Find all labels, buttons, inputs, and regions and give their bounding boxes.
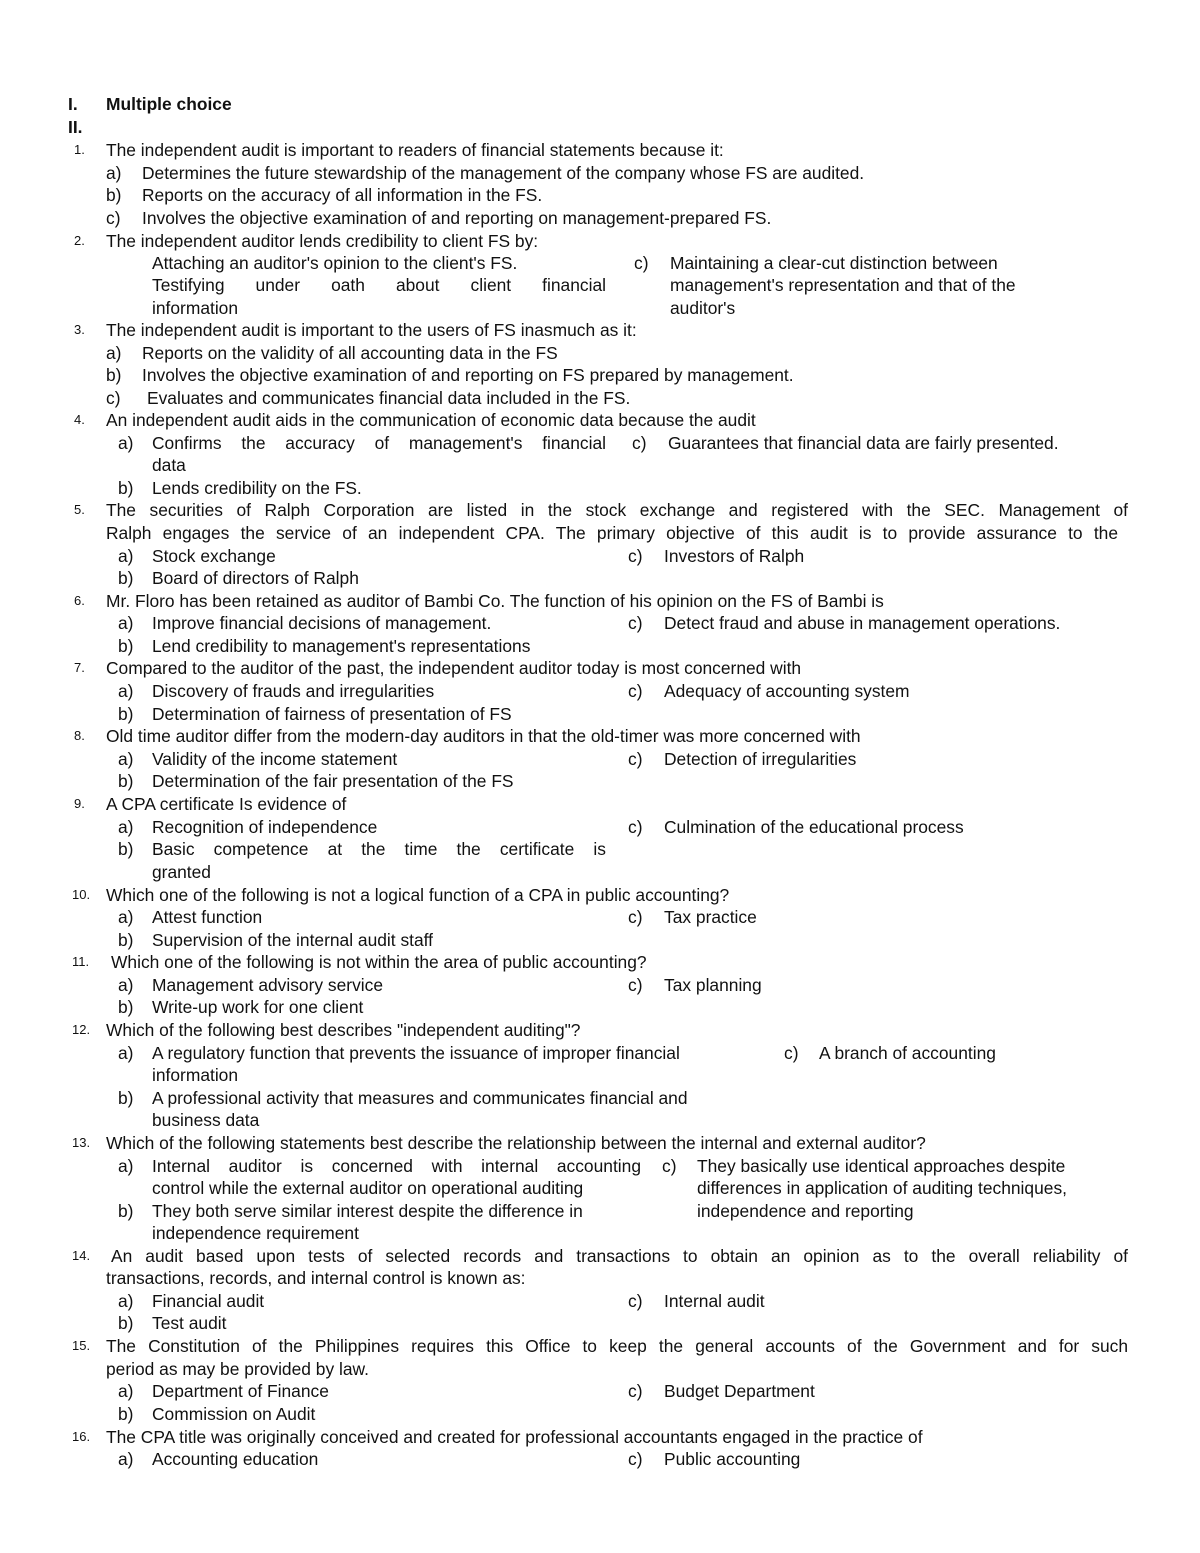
- option-label: b): [118, 930, 134, 950]
- option-label: c): [628, 613, 643, 633]
- question-number: 9.: [74, 796, 85, 811]
- option-text: Involves the objective examination of and reporting on FS prepared by management.: [142, 365, 794, 385]
- option-text: Tax planning: [664, 975, 762, 995]
- question-number: 2.: [74, 233, 85, 248]
- option-text: Validity of the income statement: [152, 749, 398, 769]
- question-number: 5.: [74, 502, 85, 517]
- question-number: 1.: [74, 142, 85, 157]
- option-text: Commission on Audit: [152, 1404, 316, 1424]
- option-text: Department of Finance: [152, 1381, 329, 1401]
- option-text: auditor's: [670, 298, 736, 318]
- question-number: 4.: [74, 412, 85, 427]
- option-text: A branch of accounting: [819, 1043, 996, 1063]
- option-label: c): [634, 253, 649, 273]
- option-label: b): [118, 1404, 134, 1424]
- option-label: c): [628, 546, 643, 566]
- question-number: 6.: [74, 593, 85, 608]
- question-text: An audit based upon tests of selected records and transactions to obtain an opinion as to the overall reliability of: [111, 1246, 1128, 1266]
- option-label: c): [628, 1449, 643, 1469]
- option-text: Determination of the fair presentation of the FS: [152, 771, 514, 791]
- question-text: Which one of the following is not a logical function of a CPA in public accounting?: [106, 885, 730, 905]
- question-number: 15.: [72, 1338, 91, 1353]
- question-text: Which of the following statements best describe the relationship between the internal and external auditor?: [106, 1133, 926, 1153]
- question-text: The independent auditor lends credibility to client FS by:: [106, 231, 539, 251]
- option-text: Accounting education: [152, 1449, 319, 1469]
- question-text: The CPA title was originally conceived and created for professional accountants engaged in the practice of: [106, 1427, 923, 1447]
- option-text: Public accounting: [664, 1449, 801, 1469]
- option-label: c): [628, 907, 643, 927]
- option-label: c): [106, 208, 121, 228]
- option-text: Testifying under oath about client financial: [152, 275, 606, 295]
- question-number: 3.: [74, 322, 85, 337]
- question-number: 14.: [72, 1248, 91, 1263]
- option-text: Budget Department: [664, 1381, 815, 1401]
- option-label: a): [106, 163, 122, 183]
- option-text: independence and reporting: [697, 1201, 914, 1221]
- option-text: Investors of Ralph: [664, 546, 805, 566]
- option-text: Confirms the accuracy of management's financial: [152, 433, 606, 453]
- question-number: 13.: [72, 1135, 91, 1150]
- option-text: A regulatory function that prevents the issuance of improper financial: [152, 1043, 680, 1063]
- option-label: c): [628, 681, 643, 701]
- question-text: The securities of Ralph Corporation are listed in the stock exchange and registered with the SEC. Management of: [106, 500, 1128, 520]
- option-label: b): [118, 636, 134, 656]
- option-text: Board of directors of Ralph: [152, 568, 359, 588]
- option-text: A professional activity that measures and communicates financial and: [152, 1088, 688, 1108]
- option-text: They basically use identical approaches despite: [697, 1156, 1066, 1176]
- option-text: Management advisory service: [152, 975, 384, 995]
- option-text: Financial audit: [152, 1291, 265, 1311]
- question-text: An independent audit aids in the communication of economic data because the audit: [106, 410, 756, 430]
- option-text: Basic competence at the time the certificate is: [152, 839, 606, 859]
- question-number: 12.: [72, 1022, 91, 1037]
- option-text: Determines the future stewardship of the management of the company whose FS are audited.: [142, 163, 865, 183]
- option-text: Improve financial decisions of management.: [152, 613, 492, 633]
- option-text: Reports on the accuracy of all information in the FS.: [142, 185, 543, 205]
- option-label: c): [628, 1381, 643, 1401]
- option-label: b): [118, 1313, 134, 1333]
- option-label: c): [628, 975, 643, 995]
- option-label: c): [632, 433, 647, 453]
- option-text: business data: [152, 1110, 260, 1130]
- option-label: a): [118, 546, 134, 566]
- option-label: a): [118, 1449, 134, 1469]
- option-text: information: [152, 298, 239, 318]
- option-text: Write-up work for one client: [152, 997, 364, 1017]
- question-text: Which one of the following is not within the area of public accounting?: [111, 952, 647, 972]
- option-text: Supervision of the internal audit staff: [152, 930, 434, 950]
- option-text: They both serve similar interest despite the difference in: [152, 1201, 583, 1221]
- option-text: Stock exchange: [152, 546, 276, 566]
- option-label: c): [662, 1156, 677, 1176]
- option-text: granted: [152, 862, 211, 882]
- question-number: 7.: [74, 660, 85, 675]
- option-text: Reports on the validity of all accounting data in the FS: [142, 343, 558, 363]
- option-text: Recognition of independence: [152, 817, 378, 837]
- option-text: differences in application of auditing techniques,: [697, 1178, 1067, 1198]
- option-label: b): [118, 1088, 134, 1108]
- option-text: management's representation and that of the: [670, 275, 1016, 295]
- question-text: The independent audit is important to readers of financial statements because it:: [106, 140, 724, 160]
- option-text: Attaching an auditor's opinion to the client's FS.: [152, 253, 518, 273]
- option-text: Involves the objective examination of and reporting on management-prepared FS.: [142, 208, 772, 228]
- question-text: The Constitution of the Philippines requires this Office to keep the general accounts of the Government and for such: [106, 1336, 1128, 1356]
- question-text: The independent audit is important to the users of FS inasmuch as it:: [106, 320, 637, 340]
- option-label: b): [118, 704, 134, 724]
- option-label: a): [118, 1156, 134, 1176]
- option-label: b): [118, 478, 134, 498]
- option-label: a): [118, 975, 134, 995]
- option-label: a): [118, 817, 134, 837]
- question-text: Compared to the auditor of the past, the independent auditor today is most concerned with: [106, 658, 802, 678]
- option-label: a): [118, 1291, 134, 1311]
- option-label: b): [118, 568, 134, 588]
- option-text: information: [152, 1065, 239, 1085]
- section-number: I.: [68, 94, 78, 114]
- question-number: 11.: [72, 954, 90, 969]
- option-text: Lend credibility to management's representations: [152, 636, 531, 656]
- option-text: Attest function: [152, 907, 263, 927]
- question-text: Old time auditor differ from the modern-day auditors in that the old-timer was more concerned with: [106, 726, 861, 746]
- question-text: A CPA certificate Is evidence of: [106, 794, 347, 814]
- option-text: Test audit: [152, 1313, 227, 1333]
- option-text: Lends credibility on the FS.: [152, 478, 362, 498]
- option-label: a): [118, 613, 134, 633]
- option-text: Determination of fairness of presentation of FS: [152, 704, 512, 724]
- option-label: b): [118, 997, 134, 1017]
- question-text: Which of the following best describes "independent auditing"?: [106, 1020, 581, 1040]
- option-label: c): [106, 388, 121, 408]
- option-text: Detect fraud and abuse in management operations.: [664, 613, 1061, 633]
- question-number: 10.: [72, 887, 91, 902]
- option-text: independence requirement: [152, 1223, 359, 1243]
- option-text: Tax practice: [664, 907, 757, 927]
- option-text: data: [152, 455, 186, 475]
- question-text: Ralph engages the service of an independent CPA. The primary objective of this audit is to provide assurance to the: [106, 523, 1118, 543]
- option-text: Evaluates and communicates financial data included in the FS.: [147, 388, 631, 408]
- question-text: transactions, records, and internal control is known as:: [106, 1268, 526, 1288]
- option-label: b): [118, 771, 134, 791]
- option-label: a): [106, 343, 122, 363]
- question-text: Mr. Floro has been retained as auditor of Bambi Co. The function of his opinion on the FS of Bambi is: [106, 591, 884, 611]
- option-label: c): [628, 1291, 643, 1311]
- option-label: b): [106, 365, 122, 385]
- option-label: a): [118, 907, 134, 927]
- option-label: a): [118, 681, 134, 701]
- option-text: Internal audit: [664, 1291, 765, 1311]
- option-text: Culmination of the educational process: [664, 817, 964, 837]
- question-number: 8.: [74, 728, 85, 743]
- question-text: period as may be provided by law.: [106, 1359, 369, 1379]
- option-label: b): [106, 185, 122, 205]
- option-text: Internal auditor is concerned with internal accounting: [152, 1156, 641, 1176]
- option-text: control while the external auditor on operational auditing: [152, 1178, 584, 1198]
- section-title: Multiple choice: [106, 94, 232, 114]
- option-label: a): [118, 1043, 134, 1063]
- option-label: a): [118, 1381, 134, 1401]
- section-number: II.: [68, 117, 83, 137]
- option-label: a): [118, 433, 134, 453]
- option-label: b): [118, 839, 134, 859]
- option-label: b): [118, 1201, 134, 1221]
- option-label: c): [628, 749, 643, 769]
- option-text: Guarantees that financial data are fairly presented.: [668, 433, 1059, 453]
- option-label: a): [118, 749, 134, 769]
- option-text: Adequacy of accounting system: [664, 681, 910, 701]
- option-text: Maintaining a clear-cut distinction between: [670, 253, 998, 273]
- option-label: c): [784, 1043, 799, 1063]
- question-number: 16.: [72, 1429, 91, 1444]
- option-text: Detection of irregularities: [664, 749, 857, 769]
- option-label: c): [628, 817, 643, 837]
- option-text: Discovery of frauds and irregularities: [152, 681, 435, 701]
